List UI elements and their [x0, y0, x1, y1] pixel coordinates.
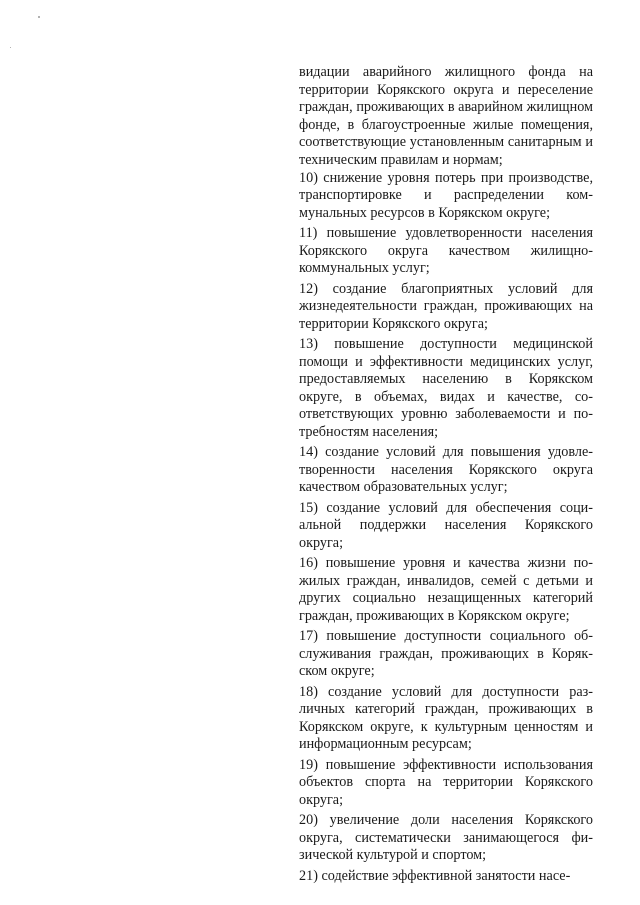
- paragraph-continuation-and-item-10: видации аварийного жилищного фонда на территории Корякского округа и переселение граждан, проживающих в аварийном жилищном фонде, в благоустроенные жилые помещения, соответствующие установленным санитарным и техническим правилам и нормам; 10) снижение уровня потерь при производстве, транспортировке и распределении коммунальных ресурсов в Корякском округе;: [299, 64, 593, 221]
- scan-speck: [38, 16, 40, 18]
- list-item-12: 12) создание благоприятных условий для жизнедеятельности граждан, проживающих на территории Корякского округа;: [299, 280, 593, 332]
- list-item-14: 14) создание условий для повышения удовлетворенности населения Корякского округа качеством образовательных услуг;: [299, 444, 593, 496]
- list-item-20: 20) увеличение доли населения Корякского округа, систематически занимающегося физической культурой и спортом;: [299, 812, 593, 864]
- list-item-17: 17) повышение доступности социального обслуживания граждан, проживающих в Корякском округе;: [299, 628, 593, 680]
- list-item-19: 19) повышение эффективности использования объектов спорта на территории Корякского округа;: [299, 756, 593, 808]
- list-item-16: 16) повышение уровня и качества жизни пожилых граждан, инвалидов, семей с детьми и других социально незащищенных категорий граждан, проживающих в Корякском округе;: [299, 555, 593, 624]
- list-item-11: 11) повышение удовлетворенности населения Корякского округа качеством жилищно-коммунальных услуг;: [299, 225, 593, 277]
- list-item-13: 13) повышение доступности медицинской помощи и эффективности медицинских услуг, предоставляемых населению в Корякском округе, в объемах, видах и качестве, соответствующих уровню заболеваемости и потребностям населения;: [299, 335, 593, 440]
- list-item-15: 15) создание условий для обеспечения социальной поддержки населения Корякского округа;: [299, 499, 593, 551]
- text-column: [299, 64, 593, 885]
- list-item-18: 18) создание условий для доступности различных категорий граждан, проживающих в Корякском округе, к культурным ценностям и информационным ресурсам;: [299, 683, 593, 753]
- scan-speck: [10, 47, 11, 48]
- list-item-21: 21) содействие эффективной занятости насе-: [299, 867, 571, 884]
